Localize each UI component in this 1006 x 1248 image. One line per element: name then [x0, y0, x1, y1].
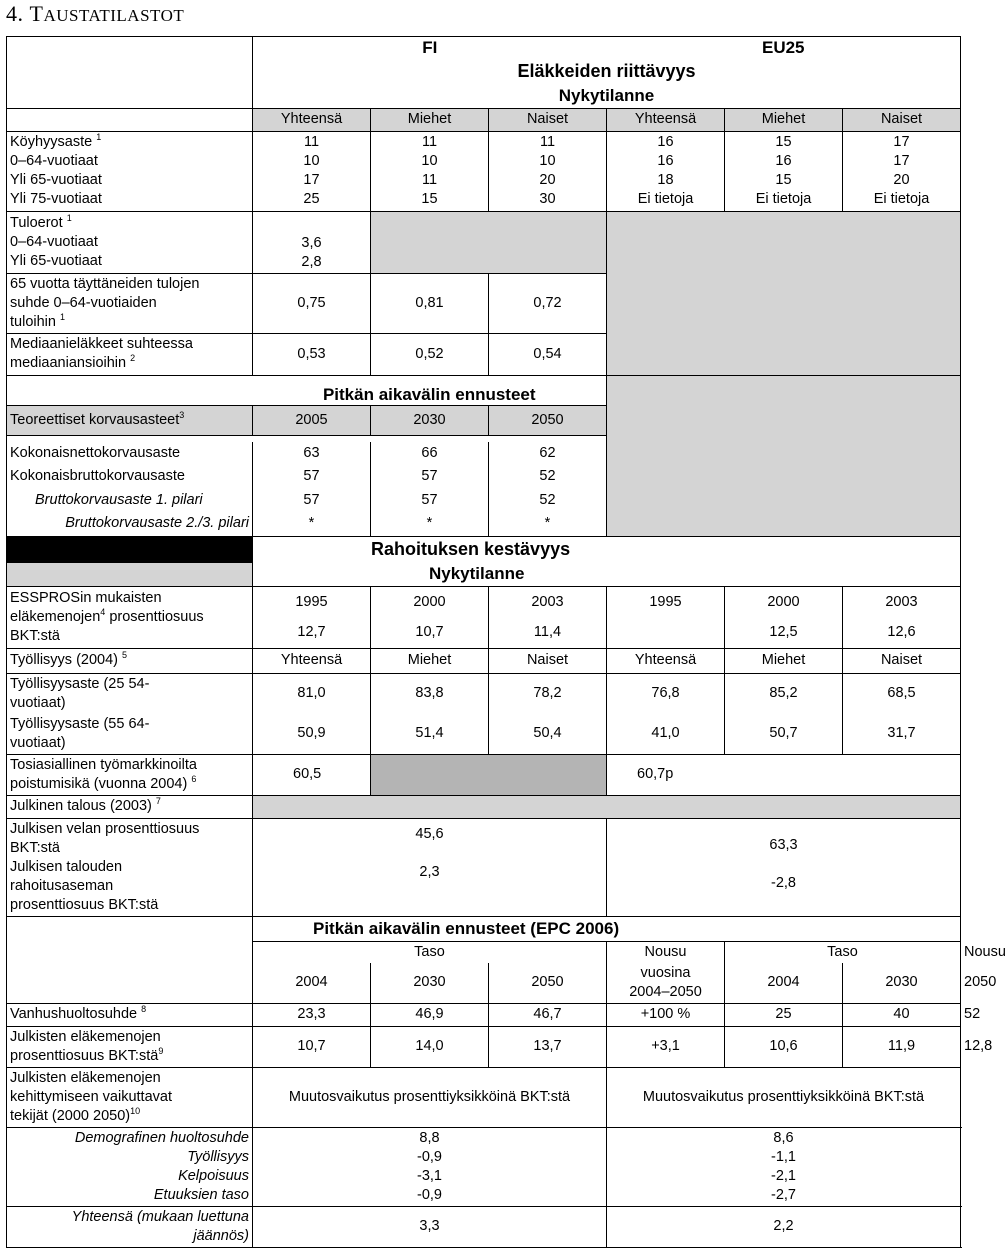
black-cell [7, 536, 253, 562]
corner-cell [7, 37, 253, 109]
fi-muutos-note: Muutosvaikutus prosenttiyksikköinä BKT:stä [253, 1067, 607, 1127]
period-header: vuosina 2004–2050 [607, 963, 725, 1004]
section-rahoituksen-kestavyys: Rahoituksen kestävyys [253, 536, 961, 562]
value: 0,53 [253, 333, 371, 375]
row-label-poistumisika: Tosiasiallinen työmarkkinoilta poistumisikä (vuonna 2004) $^6$ [7, 754, 253, 795]
row-label: Bruttokorvausaste 1. pilari [7, 488, 253, 512]
value: 12,7 [253, 618, 371, 648]
year-header: 2050 [489, 405, 607, 435]
row-label-tyollisyys: Työllisyys (2004) $^5$ [7, 648, 253, 673]
value: 60,7p [607, 754, 961, 795]
shaded-block [607, 211, 961, 375]
year-header: 2000 [725, 586, 843, 618]
value: 52 [489, 465, 607, 488]
row-label-tulojen-suhde: 65 vuotta täyttäneiden tulojen suhde 0–64-vuotiaiden tuloihin $^1$ [7, 273, 253, 333]
subsection-nykytilanne: Nykytilanne [253, 562, 961, 586]
row-label: Kokonaisbruttokorvausaste [7, 465, 253, 488]
value: 50,9 [253, 714, 371, 755]
row-label-julkinen-velka-rahoitusasema: Julkisen velan prosenttiosuus BKT:stä Julkisen talouden rahoitusaseman prosenttiosuus BKT:stä [7, 818, 253, 916]
row-label-esspros: ESSPROSin mukaisten eläkemenojen$^4$ prosenttiosuus BKT:stä [7, 586, 253, 648]
col-nousu: Nousu [607, 941, 725, 963]
row-label: Kokonaisnettokorvausaste [7, 442, 253, 465]
eu-velka-rahoitus-values: 63,3 -2,8 [607, 818, 961, 916]
value: 66 [371, 442, 489, 465]
value: * [489, 512, 607, 536]
value: 63 [253, 442, 371, 465]
col-taso: Taso [253, 941, 607, 963]
fi-naiset-values: 11 10 20 30 [489, 131, 607, 211]
eu-naiset-values: 17 17 20 Ei tietoja [843, 131, 961, 211]
value: 12,6 [843, 618, 961, 648]
year-header: 2030 [843, 963, 961, 1004]
value: 0,72 [489, 273, 607, 333]
shaded-cell [607, 375, 961, 405]
row-label-factors: Demografinen huoltosuhde Työllisyys Kelpoisuus Etuuksien taso [7, 1127, 253, 1206]
value: +3,1 [607, 1026, 725, 1067]
fi-factor-values: 8,8 -0,9 -3,1 -0,9 [253, 1127, 607, 1206]
tuloerot-values: 3,6 2,8 [253, 211, 371, 273]
subsection-pitkan-aikavalin-epc: Pitkän aikavälin ennusteet (EPC 2006) [253, 916, 961, 941]
value: 10,6 [725, 1026, 843, 1067]
year-header: 2030 [371, 963, 489, 1004]
value: 81,0 [253, 673, 371, 714]
blank-cell [7, 375, 253, 405]
value: 50,4 [489, 714, 607, 755]
value: 57 [371, 488, 489, 512]
row-label-kehittymiseen-vaikuttavat: Julkisten eläkemenojen kehittymiseen vaikuttavat tekijät (2000 2050)$^{10}$ [7, 1067, 253, 1127]
blank-cell [7, 916, 253, 941]
row-label-tyollisyysaste-55-64: Työllisyysaste (55 64- vuotiaat) [7, 714, 253, 755]
statistics-table: FI EU25 Eläkkeiden riittävyys Nykytilanne Yhteensä Miehet Naiset Yhteensä Miehet Naiset Köyhyysaste $^1$ 0–64-vuotiaat Yli 65-vuotiaat Yli 75-vuotiaat 11 10 17 25 11 10 11 15 11 10 20 30 16 16 18 Ei tietoja 15 16 15 Ei tietoja 17 17 20 Ei tietoja Tuloerot $^1$ 0–64-vuotiaat Yli 65-vuotiaat 3,6 2,8 65 vuotta täyttäneiden tulojen suhde 0–64-vuotiaiden tuloihin $^1$ 0,75 0,81 0,72 Mediaanieläkkeet suhteessa mediaaniansioihin $^2$ 0,53 0,52 0,54 Pitkän aikavälin ennusteet Teoreettiset korvausasteet$^3$ 2005 2030 2050 Kokonaisnettokorvausaste 63 66 62 Kokonaisbruttokorvausaste 57 57 52 Bruttokorvausaste 1. pilari 57 57 52 Bruttokorvausaste 2./3. pilari * * * Rahoituksen kestävyys Nykytilanne ESSPROSin mukaisten eläkemenojen$^4$ prosenttiosuus BKT:stä 1995 2000 2003 1995 2000 2003 12,7 10,7 11,4 12,5 12,6 Työllisyys (2004) $^5$ Yhteensä Miehet Naiset Yhteensä Miehet Naiset Työllisyysaste (25 54- vuotiaat) 81,0 83,8 78,2 76,8 85,2 68,5 Työllisyysaste (55 64- vuotiaat) 50,9 51,4 50,4 41,0 50,7 31,7 Tosiasiallinen työmarkkinoilta poistumisikä (vuonna 2004) $^6$ 60,5 60,7p Julkinen talous (2003) $^7$ Julkisen velan prosenttiosuus BKT:stä Julkisen talouden rahoitusaseman prosenttiosuus BKT:stä 45,6 2,3 63,3 -2,8 Pitkän aikavälin ennusteet (EPC 2006) Taso Nousu Taso Nousu 2004 2030 2050 vuosina 2004–2050 2004 2030 2050 Vanhushuoltosuhde $^8$ 23,3 46,9 46,7 +100 % 25 40 52 Julkisten eläkemenojen prosenttiosuus BKT:stä$^9$ 10,7 14,0 13,7 +3,1 10,6 11,9 12,8 Julkisten eläkemenojen kehittymiseen vaikuttavat tekijät (2000 2050)$^{10}$ Muutosvaikutus prosenttiyksikköinä BKT:stä Muutosvaikutus prosenttiyksikköinä BKT:stä Demografinen huoltosuhde Työllisyys Kelpoisuus Etuuksien taso 8,8 -0,9 -3,1 -0,9 8,6 -1,1 -2,1 -2,7 Yhteensä (mukaan luettuna jäännös) 3,3 2,2 [6, 36, 961, 1248]
value: 13,7 [489, 1026, 607, 1067]
shaded-cell [371, 754, 607, 795]
value: 11,4 [489, 618, 607, 648]
year-header: 2004 [253, 963, 371, 1004]
row-label-teoreettiset: Teoreettiset korvausasteet$^3$ [7, 405, 253, 435]
col-yhteensa: Yhteensä [607, 108, 725, 131]
row-label-yhteensa: Yhteensä (mukaan luettuna jäännös) [7, 1206, 253, 1247]
shaded-block [607, 405, 961, 536]
eu-yhteensa-values: 16 16 18 Ei tietoja [607, 131, 725, 211]
fi-header: FI [253, 37, 607, 59]
year-header: 2003 [843, 586, 961, 618]
heading-rest: AUSTATILASTOT [43, 6, 185, 25]
row-label-tyollisyysaste-25-54: Työllisyysaste (25 54- vuotiaat) [7, 673, 253, 714]
value: 60,5 [253, 754, 371, 795]
col-miehet: Miehet [725, 108, 843, 131]
value: 10,7 [253, 1026, 371, 1067]
blank-cell [7, 941, 253, 963]
value: 40 [843, 1003, 961, 1026]
value: 11,9 [843, 1026, 961, 1067]
eu-miehet-values: 15 16 15 Ei tietoja [725, 131, 843, 211]
value: 76,8 [607, 673, 725, 714]
value: 0,52 [371, 333, 489, 375]
eu-factor-values: 8,6 -1,1 -2,1 -2,7 [607, 1127, 961, 1206]
year-header: 1995 [607, 586, 725, 618]
value: 57 [253, 488, 371, 512]
shaded-cell [253, 795, 961, 818]
eu-header: EU25 [607, 37, 961, 59]
fi-miehet-values: 11 10 11 15 [371, 131, 489, 211]
section-elakkeiden-riittavyys: Eläkkeiden riittävyys [253, 58, 961, 84]
value: 51,4 [371, 714, 489, 755]
eu-total-value: 2,2 [607, 1206, 961, 1247]
value: 25 [725, 1003, 843, 1026]
shaded-cell [371, 211, 607, 273]
value: 12,5 [725, 618, 843, 648]
col-naiset: Naiset [489, 108, 607, 131]
year-header: 2030 [371, 405, 489, 435]
year-header: 2005 [253, 405, 371, 435]
blank-cell [7, 108, 253, 131]
value: 10,7 [371, 618, 489, 648]
year-header: 2004 [725, 963, 843, 1004]
value: 57 [371, 465, 489, 488]
fi-yhteensa-values: 11 10 17 25 [253, 131, 371, 211]
heading-initial: T [29, 1, 44, 26]
blank-cell [7, 963, 253, 1004]
value: 78,2 [489, 673, 607, 714]
row-label: Bruttokorvausaste 2./3. pilari [7, 512, 253, 536]
year-header: 1995 [253, 586, 371, 618]
value: 68,5 [843, 673, 961, 714]
spacer-row [7, 435, 607, 442]
value: 50,7 [725, 714, 843, 755]
value: 62 [489, 442, 607, 465]
value: 31,7 [843, 714, 961, 755]
value: 0,75 [253, 273, 371, 333]
value: 0,54 [489, 333, 607, 375]
value: * [253, 512, 371, 536]
col-miehet: Miehet [371, 108, 489, 131]
value: 46,7 [489, 1003, 607, 1026]
row-label-julkisten-elakemenojen: Julkisten eläkemenojen prosenttiosuus BKT:stä$^9$ [7, 1026, 253, 1067]
empty-value [607, 618, 725, 648]
col-yhteensa: Yhteensä [253, 108, 371, 131]
year-header: 2003 [489, 586, 607, 618]
row-label-mediaanielakkeet: Mediaanieläkkeet suhteessa mediaaniansioihin $^2$ [7, 333, 253, 375]
value: 57 [253, 465, 371, 488]
section-number: 4. [6, 1, 24, 26]
col-naiset: Naiset [843, 648, 961, 673]
col-miehet: Miehet [371, 648, 489, 673]
row-label-koyhyysaste: Köyhyysaste $^1$ 0–64-vuotiaat Yli 65-vuotiaat Yli 75-vuotiaat [7, 131, 253, 211]
value: 46,9 [371, 1003, 489, 1026]
year-header: 2050 [489, 963, 607, 1004]
value: +100 % [607, 1003, 725, 1026]
value: 41,0 [607, 714, 725, 755]
section-heading [6, 1, 184, 27]
subsection-pitkan-aikavalin: Pitkän aikavälin ennusteet [253, 375, 607, 405]
col-yhteensa: Yhteensä [607, 648, 725, 673]
value: 0,81 [371, 273, 489, 333]
row-label-tuloerot: Tuloerot $^1$ 0–64-vuotiaat Yli 65-vuotiaat [7, 211, 253, 273]
value: 52 [489, 488, 607, 512]
col-naiset: Naiset [489, 648, 607, 673]
value: 14,0 [371, 1026, 489, 1067]
value: 83,8 [371, 673, 489, 714]
row-label-vanhushuoltosuhde: Vanhushuoltosuhde $^8$ [7, 1003, 253, 1026]
value: * [371, 512, 489, 536]
col-naiset: Naiset [843, 108, 961, 131]
value: 23,3 [253, 1003, 371, 1026]
fi-velka-rahoitus-values: 45,6 2,3 [253, 818, 607, 916]
fi-total-value: 3,3 [253, 1206, 607, 1247]
col-yhteensa: Yhteensä [253, 648, 371, 673]
eu-muutos-note: Muutosvaikutus prosenttiyksikköinä BKT:stä [607, 1067, 961, 1127]
col-taso: Taso [725, 941, 961, 963]
row-label-julkinen-talous: Julkinen talous (2003) $^7$ [7, 795, 253, 818]
col-miehet: Miehet [725, 648, 843, 673]
shaded-cell [7, 562, 253, 586]
subsection-nykytilanne: Nykytilanne [253, 84, 961, 108]
value: 85,2 [725, 673, 843, 714]
year-header: 2000 [371, 586, 489, 618]
